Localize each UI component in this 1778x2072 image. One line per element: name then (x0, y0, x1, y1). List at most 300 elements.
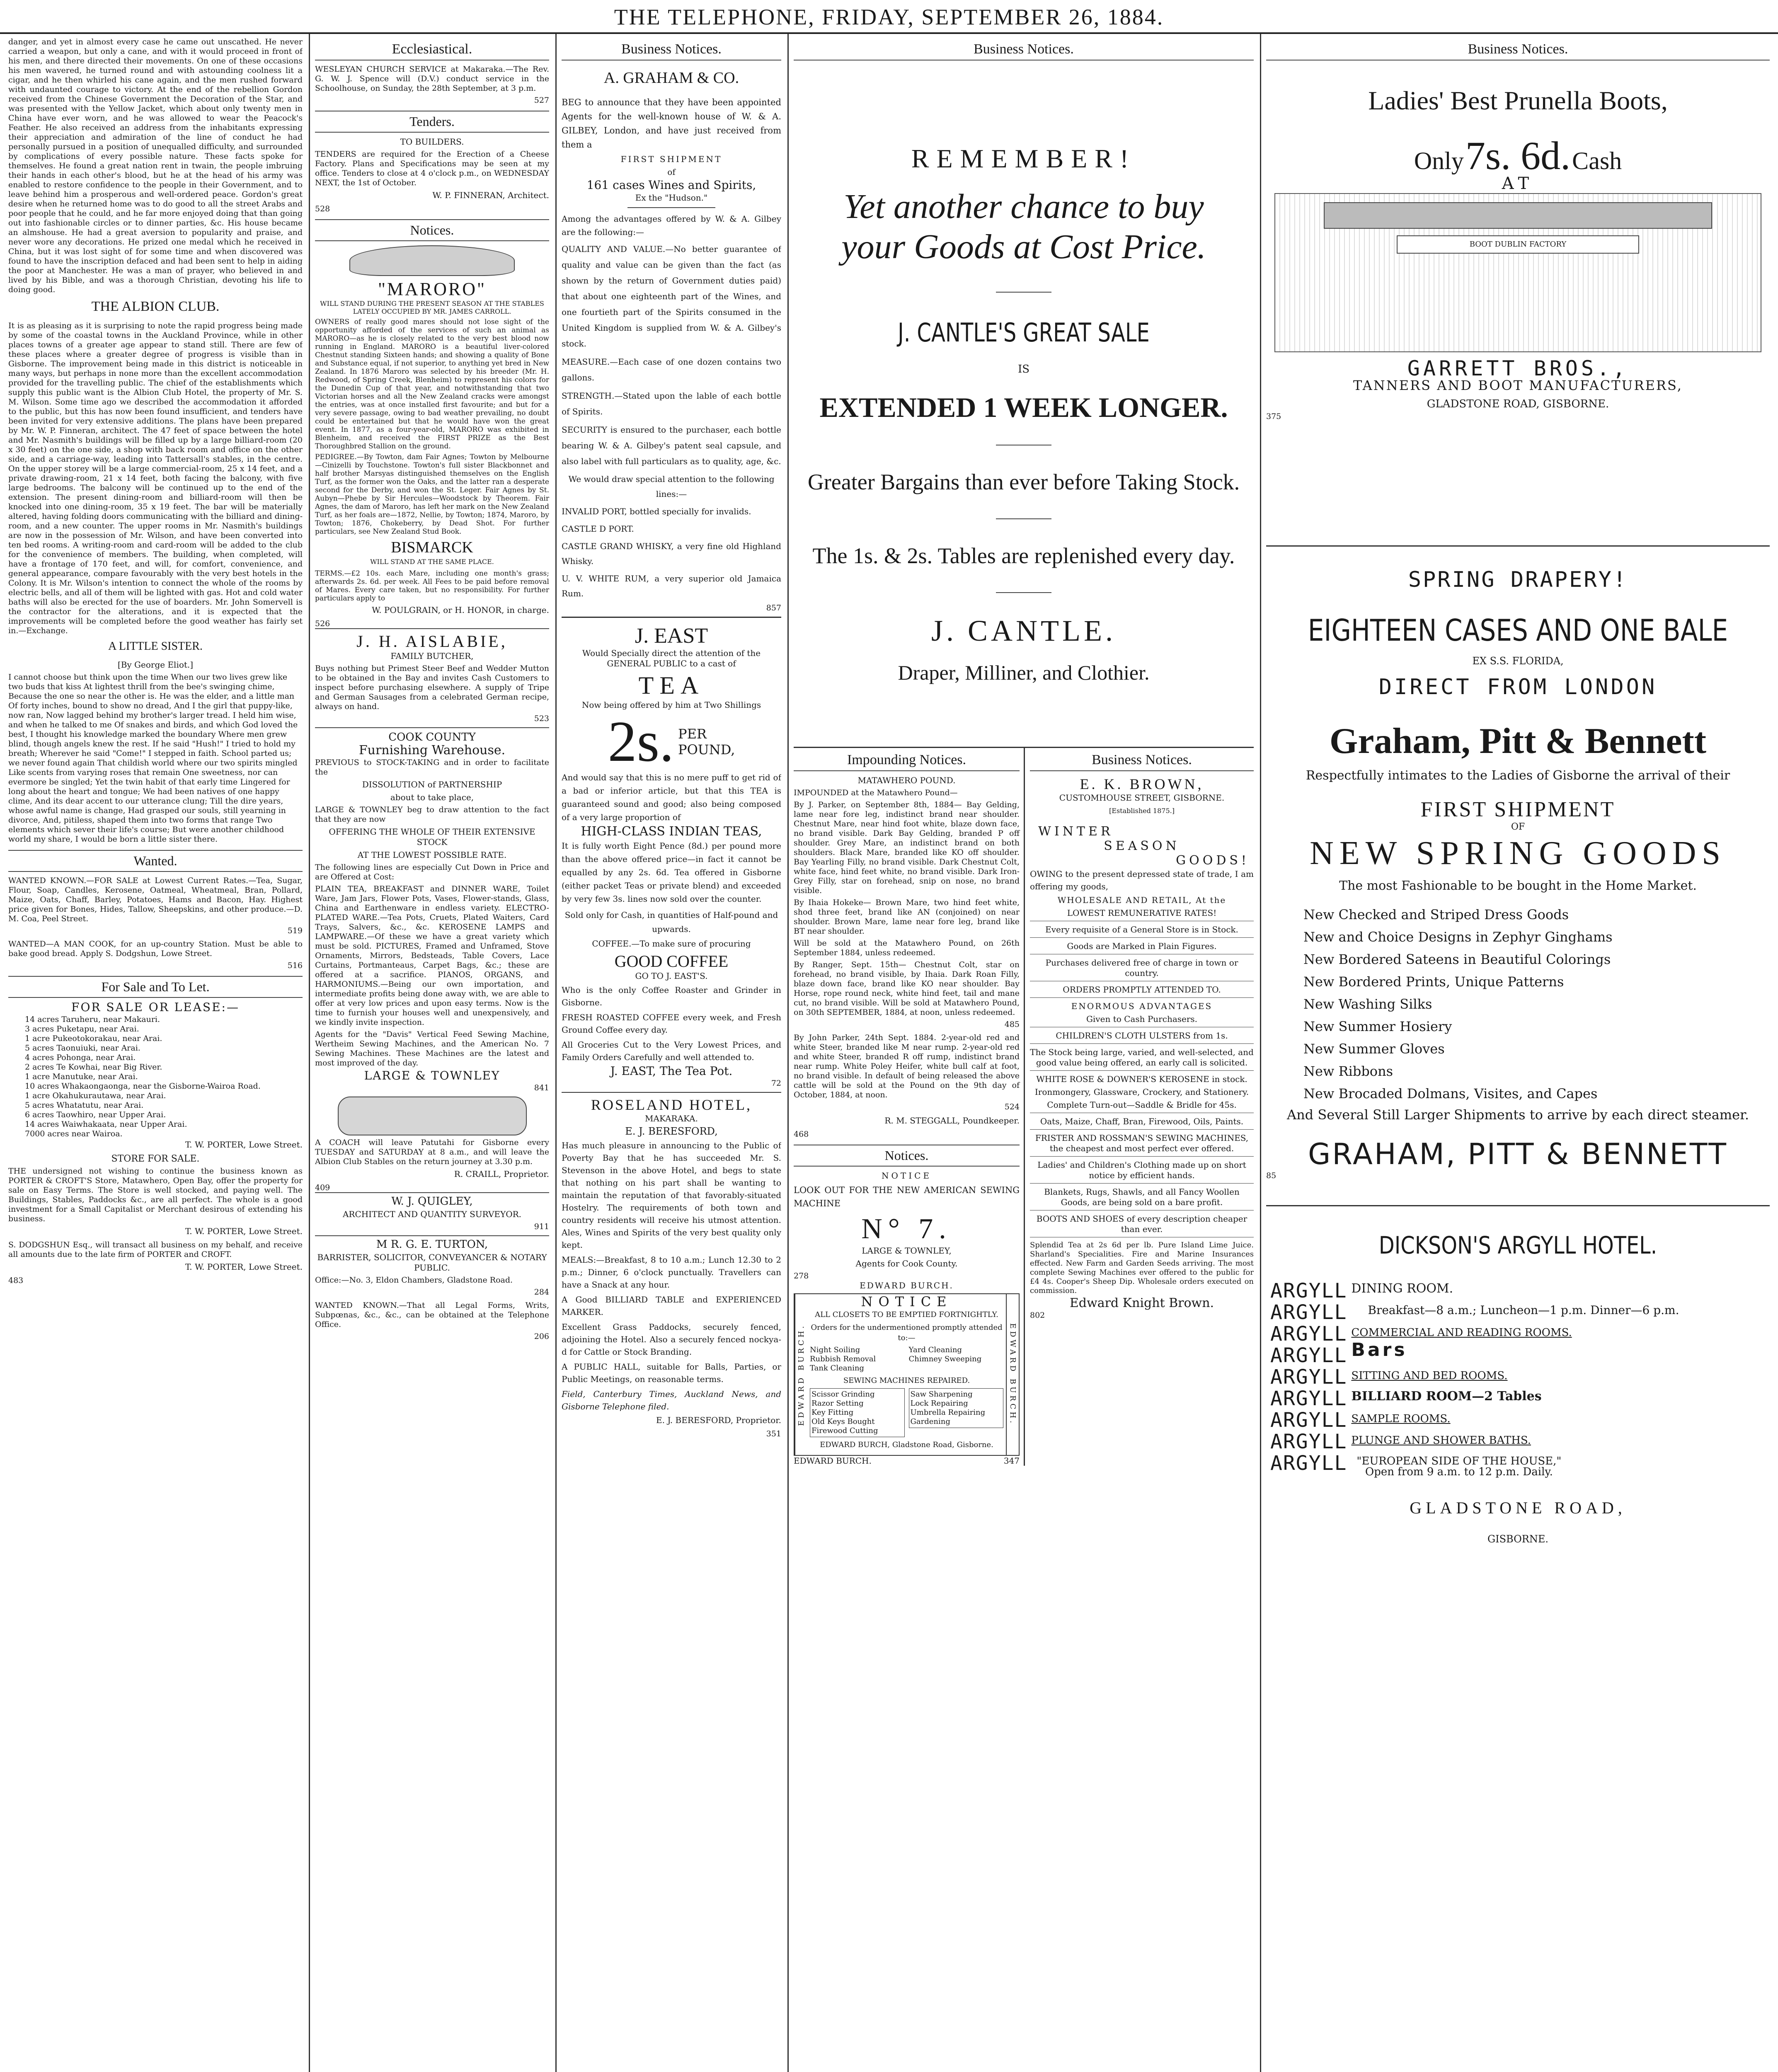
ad-number: 523 (534, 714, 549, 723)
poem-text: I cannot choose but think upon the time When our two lives grew like two buds that kiss At lightest thrill from the bee's swinging chime, Because the one so near the other is. He was the elder, and a little man Of forty inches, bound to show no dread, And I the girl that puppy-like, now ran, Now lagged behind my brother's larger tread. I held him wise, and when he talked to me Of snakes and birds, and which God loved the best, I thought his knowledge marked the boundary Where men grew blind, though angels knew the rest. If he said "Hush!" I tried to hold my breath; Wherever he said "Come!" I stepped in faith. School parted us; we never found again That childish world where our two spirits mingled Like scents from varying roses that remain One sweetness, nor can evermore be singled; Yet the twin habit of that early time Lingered for long about the heart and tongue; We had been natives of one happy clime, And its dear accent to our utterance clung; Till the dire years, whose awful name is change, Had grasped our souls, still yearning in divorce, And, pitiless, shaped them into two forms that range Two elements which sever their life's course; But were another childhood world my share, I would be born a little sister there. (8, 673, 298, 844)
business-notices-heading: Business Notices. (562, 40, 781, 61)
cantle-name: J. CANTLE. (931, 614, 1116, 647)
burch-box (794, 1293, 1020, 1456)
ad-number: 375 (1266, 412, 1281, 421)
argyll-word: ARGYLL (1270, 1301, 1347, 1324)
burch-services-right (909, 1346, 1004, 1364)
list-item: New Ribbons (1303, 1063, 1393, 1079)
store-text: THE undersigned not wishing to continue the business known as PORTER & CROFT'S Store, Matawhero, Open Bay, offer the property for sale on Easy Terms. The Store is well stocked, and paying well. The Buildings, Stables, Paddocks &c., are all perfect. The whole is a good investment for a Small Capitalist or Merchant desirous of extending his business. (8, 1167, 303, 1223)
impound-title: MATAWHERO POUND. (858, 775, 956, 785)
column-rule (787, 34, 789, 2072)
argyll-word: ARGYLL (1270, 1387, 1347, 1410)
prunella-price: 7s. 6d. (1465, 133, 1571, 178)
cook-text: about to take place, (390, 792, 474, 802)
brown-text: Splendid Tea at 2s 6d per lb. Pure Island Lime Juice. Sharland's Specialities. Fire and Marine Insurances effected. New Farm and Garden Seeds arriving. The most complete Sewing Machines ever offered to the public for £4 4s. Cooper's Sheep Dip. Wholesale orders executed on commission. (1030, 1237, 1254, 1295)
ad-number: 519 (287, 926, 303, 935)
graham-line: CASTLE GRAND WHISKY, a very fine old Highland Whisky. (562, 541, 781, 566)
dodgshun-text: S. DODGSHUN Esq., will transact all business on my behalf, and receive all amounts due to the late firm of PORTER and CROFT. (8, 1240, 303, 1259)
quigley-title: W. J. QUIGLEY, (315, 1192, 549, 1207)
ad-number: 206 (534, 1332, 549, 1341)
east-price: 2s. (608, 709, 674, 774)
column-rule (555, 34, 557, 2072)
east-indian: HIGH-CLASS INDIAN TEAS, (581, 824, 762, 839)
albion-title: THE ALBION CLUB. (91, 299, 220, 314)
aislabie-subtitle: FAMILY BUTCHER, (390, 651, 474, 661)
graham-quality: QUALITY AND VALUE.—No better guarantee of quality and value can be given than the fact (as shown by the return of Government duties paid) that about one eighteenth part of the Wines, and one fourtieth part of the Spirits consumed in the United Kingdom is supplied from W. & A. Gilbey's stock. (562, 244, 781, 349)
signature: W. POULGRAIN, or H. HONOR, in charge. (372, 605, 549, 615)
burch-repair-heading: SEWING MACHINES REPAIRED. (843, 1376, 970, 1385)
graham-measure: MEASURE.—Each case of one dozen contains two gallons. (562, 357, 781, 382)
list-item: 7000 acres near Wairoa. (25, 1129, 123, 1138)
brown-text: ENORMOUS ADVANTAGES (1030, 997, 1254, 1012)
ad-number: 528 (315, 204, 330, 213)
graham-ex: Ex the "Hudson." (635, 193, 708, 203)
brown-title: E. K. BROWN, (1080, 776, 1204, 792)
separator (996, 292, 1051, 293)
ad-number: 526 (315, 619, 330, 628)
business-notices-heading: Business Notices. (1030, 750, 1254, 771)
burch-repairs (810, 1388, 1003, 1437)
turton-text: BARRISTER, SOLICITOR, CONVEYANCER & NOTARY PUBLIC. (317, 1252, 547, 1273)
graham-text: BEG to announce that they have been appointed Agents for the well-known house of W. & A. GILBEY, London, and have just received from them a (562, 97, 781, 150)
garrett-address: GLADSTONE ROAD, GISBORNE. (1427, 398, 1609, 410)
graham-shipment: FIRST SHIPMENT (620, 154, 722, 164)
column-3 (562, 37, 781, 2072)
garrett-trade: TANNERS AND BOOT MANUFACTURERS, (1353, 378, 1683, 393)
argyll-row-label: "EUROPEAN SIDE OF THE HOUSE," Open from 9 a.m. to 12 p.m. Daily. (1357, 1455, 1562, 1478)
brown-text: The Stock being large, varied, and well-selected, and good value being offered, an early call is solicited. (1030, 1043, 1254, 1068)
notices-heading: Notices. (794, 1145, 1020, 1167)
brown-text: Purchases delivered free of charge in town or country. (1030, 954, 1254, 978)
burch-notice: NOTICE (861, 1294, 952, 1310)
maroro-pedigree: PEDIGREE.—By Towton, dam Fair Agnes; Towton by Melbourne—Cinizelli by Touchstone. Towton's full sister Blackbonnet and half brother Marsyas distinguished themselves on the English Turf, as the former won the Oaks, and the latter ran a desperate second for the Derby, and won the St. Leger. Fair Agnes by St. Aubyn—Phebe by Sir Hercules—Woodstock by Theorem. Fair Agnes, the dam of Maroro, has left her mark on the New Zealand Turf, as her foals are—1872, Nellie, by Towton; 1874, Maroro, by Towton; 1876, Chokeberry, by Dead Shot. For further particulars, see New Zealand Stud Book. (315, 453, 549, 536)
cook-text: PREVIOUS to STOCK-TAKING and in order to facilitate the (315, 758, 549, 777)
roseland-files: Field, Canterbury Times, Auckland News, and Gisborne Telephone filed. (562, 1389, 781, 1411)
brown-text: ORDERS PROMPTLY ATTENDED TO. (1030, 981, 1254, 995)
gpb-respect: Respectfully intimates to the Ladies of Gisborne the arrival of their (1306, 768, 1730, 783)
brown-signature: Edward Knight Brown. (1069, 1296, 1214, 1310)
remember-heading: REMEMBER! (911, 144, 1136, 173)
business-notices-heading: Business Notices. (794, 40, 1254, 61)
maroro-text: OWNERS of really good mares should not lose sight of the opportunity afforded of the services of such an animal as MARORO—as he is closely related to the very best blood now running in England. MARORO is a beautiful liver-colored Chestnut standing Sixteen hands; and showing a quality of Bone and Substance equal, if not superior, to anything yet bred in New Zealand. In 1876 Maroro was selected by his breeder (Mr. H. Redwood, of Spring Creek, Blenheim) to represent his colors for the Dunedin Cup of that year, and notwithstanding that two Victorian horses and all the New Zealand cracks were amongst the entries, was at once installed first favourite; and but for a very severe passage, owing to bad weather prevailing, no doubt could be entertained but that he would have won the great event. In 1877, as a four-year-old, MARORO was exhibited in Blenheim, and received the FIRST PRIZE as the Best Thoroughbred Stallion on the ground. (315, 318, 549, 450)
argyll-word: ARGYLL (1270, 1409, 1347, 1432)
impound-text: By Ranger, Sept. 15th— Chestnut Colt, star on forehead, no brand visible, by Ihaia. Dark Roan Filly, blaze down face, brand like KO near shoulder. Bay Horse, rope round neck, white hind feet, tail and mane cut, no brand visible. Will be sold at Matawhero Pound, on 30th SEPTEMBER, 1884, at noon, unless redeemed. (794, 960, 1020, 1017)
list-item: Saw Sharpening (910, 1390, 973, 1399)
brown-text: Complete Turn-out—Saddle & Bridle for 45s. (1047, 1100, 1237, 1110)
east-price-row (562, 709, 781, 774)
list-item: 1 acre Pukeotokorakau, near Arai. (25, 1034, 162, 1043)
argyll-table (1266, 1280, 1770, 1477)
brown-text: WHOLESALE AND RETAIL, At the (1057, 895, 1226, 905)
slogan-line-2: your Goods at Cost Price. (841, 228, 1206, 266)
ad-number: 857 (766, 603, 781, 612)
brown-text: Ironmongery, Glassware, Crockery, and Stationery. (1034, 1087, 1249, 1097)
graham-cases: 161 cases Wines and Spirits, (586, 178, 756, 192)
graham-line: U. V. WHITE RUM, a very superior old Jamaica Rum. (562, 574, 781, 598)
burch-content (807, 1294, 1006, 1455)
cook-list: PLAIN TEA, BREAKFAST and DINNER WARE, Toilet Ware, Jam Jars, Flower Pots, Vases, Flower-stands, Glass, China and Earthenware in endless variety. ELECTRO-PLATED WARE.—Tea Pots, Cruets, Plated Waiters, Card Trays, Salvers, &c., &c. KEROSENE LAMPS and LAMPWARE.—Of these we have a great variety which must be sold. PICTURES, Framed and Unframed, Stove Ornaments, Mirrors, Bedsteads, Table Covers, Lace Curtains, Portmanteaus, Carpet Bags, &c.; these are offered at a sacrifice. PIANOS, ORGANS, and HARMONIUMS.—Being our own importation, and intermediate profits being done away with, we are able to offer at very low prices and upon easy terms. Now is the time to furnish your houses well and unexpensively, and we kindly invite inspection. (315, 884, 549, 1027)
list-item: Chimney Sweeping (908, 1355, 982, 1363)
ecclesiastical-heading: Ecclesiastical. (315, 40, 549, 61)
roseland-paddocks: Excellent Grass Paddocks, securely fenced, adjoining the Hotel. Also a securely fenced nockya-d for Cattle or Stock Branding. (562, 1322, 781, 1357)
separator (996, 518, 1051, 519)
burch-services-left (810, 1346, 905, 1373)
list-item: 5 acres Taonuiuki, near Arai. (25, 1043, 140, 1053)
east-signature: J. EAST, The Tea Pot. (610, 1064, 733, 1078)
list-item: New Bordered Sateens in Beautiful Colorings (1303, 951, 1611, 967)
prunella-cash: Cash (1572, 147, 1622, 174)
list-item: New Summer Gloves (1303, 1041, 1445, 1057)
roseland-title: ROSELAND HOTEL, (562, 1092, 781, 1113)
aislabie-title: J. H. AISLABIE, (315, 628, 549, 651)
building-illustration (1274, 193, 1761, 352)
burch-name: EDWARD BURCH. (860, 1280, 954, 1290)
cantle-is: IS (1017, 363, 1030, 375)
graham-strength: STRENGTH.—Stated upon the lable of each bottle of Spirits. (562, 391, 781, 416)
ad-number: 516 (287, 961, 303, 970)
ad-number: 351 (766, 1429, 781, 1438)
east-text: All Groceries Cut to the Very Lowest Prices, and Family Orders Carefully and well attended to. (562, 1040, 781, 1062)
eighteen-cases: EIGHTEEN CASES AND ONE BALE (1308, 613, 1728, 648)
argyll-row-label: SITTING AND BED ROOMS. (1351, 1370, 1508, 1382)
column-2 (315, 37, 549, 2072)
burch-footer (794, 1456, 1020, 1466)
list-item: Umbrella Repairing (910, 1408, 986, 1417)
separator (1266, 545, 1770, 547)
argyll-row (1270, 1280, 1770, 1302)
spring-drapery: SPRING DRAPERY! (1408, 567, 1628, 592)
brown-text: Every requisite of a General Store is in Stock. (1030, 921, 1254, 935)
list-item: New and Choice Designs in Zephyr Ginghams (1303, 929, 1613, 945)
list-item: Old Keys Bought (811, 1417, 875, 1426)
cantle-trade: Draper, Milliner, and Clothier. (898, 661, 1150, 684)
brown-goods: GOODS! (1176, 853, 1250, 868)
ecclesiastical-text: WESLEYAN CHURCH SERVICE at Makaraka.—The Rev. G. W. J. Spence will (D.V.) conduct service in the Schoolhouse, on Sunday, the 28th September, at 3 p.m. (315, 65, 549, 93)
impound-column (794, 748, 1025, 1466)
poem-author: [By George Eliot.] (117, 660, 194, 670)
brown-season: SEASON (1104, 839, 1180, 853)
graham-title: A. GRAHAM & CO. (603, 69, 739, 87)
direct-from-london: DIRECT FROM LONDON (1378, 675, 1657, 700)
brown-text: Given to Cash Purchasers. (1086, 1014, 1198, 1024)
masthead (0, 0, 1778, 34)
gpb-title: Graham, Pitt & Bennett (1329, 721, 1707, 761)
new-spring-goods: NEW SPRING GOODS (1310, 835, 1726, 871)
maroro-subtitle: WILL STAND DURING THE PRESENT SEASON AT THE STABLES LATELY OCCUPIED BY MR. JAMES CARROLL. (320, 300, 544, 315)
tenders-title: TO BUILDERS. (400, 137, 464, 147)
ad-number: 802 (1030, 1311, 1045, 1320)
argyll-row-label: SAMPLE ROOMS. (1351, 1413, 1451, 1425)
ad-number: 468 (794, 1130, 809, 1139)
argyll-row (1270, 1388, 1770, 1409)
cook-county-subtitle: Furnishing Warehouse. (359, 743, 506, 758)
ad-number: 85 (1266, 1171, 1277, 1180)
list-item: 1 acre Manutuke, near Arai. (25, 1072, 138, 1081)
brown-column (1030, 748, 1254, 1466)
tenders-heading: Tenders. (315, 111, 549, 133)
newspaper-title: THE TELEPHONE, FRIDAY, SEPTEMBER 26, 1884. (614, 5, 1164, 29)
brown-text: FRISTER AND ROSSMAN'S SEWING MACHINES, the cheapest and most perfect ever offered. (1030, 1129, 1254, 1154)
east-text: Would Specially direct the attention of the GENERAL PUBLIC to a cast of (582, 648, 761, 668)
east-good-coffee: GOOD COFFEE (614, 952, 729, 971)
argyll-row (1270, 1323, 1770, 1345)
turton-office: Office:—No. 3, Eldon Chambers, Gladstone Road. (315, 1276, 513, 1285)
business-notices-heading: Business Notices. (1266, 40, 1770, 61)
brown-text: BOOTS AND SHOES of every description cheaper than ever. (1030, 1210, 1254, 1234)
gordon-article: danger, and yet in almost every case he came out unscathed. He never carried a weapon, but only a cane, and with it would proceed in front of his men, and there directed their movements. On one of these occasions his men wavered, he turned round and with astounding coolness lit a cigar, and he then whirled his cane again, and the men rushed forward with undaunted courage to victory. At the end of the rebellion Gordon received from the Chinese Government the Decoration of the Star, and was presented with the Yellow Jacket, which about only twenty men in China have ever worn, and he was allowed to wear the Peacock's Feather. He also received an address from the inhabitants expressing their appreciation and admiration of the line of conduct he had personally pursued in a position of unequalled difficulty, and surrounded by complications of every possible nature. These facts spoke for themselves. He found a great nation rent in twain, the people imbruing their hands in each other's blood, but he at the head of his army was enabled to restore confidence to the people in their Government, and to leave behind him a prosperous and well-ordered peace. Gordon's great desire when he returned home was to do good to all the street Arabs and poor people that he could, and he far more enjoyed doing that than going out into fashionable circles or to dinner parties, &c. His house became an almshouse. He had a great aversion to popularity and praise, and never wore any decorations. He prized one medal which he received in China, but it was lost sight of for some time and when discovered was found to have the inscription defaced and had been sent to help in aiding the poor at Manchester. He was a man of prayer, who believed in and lived by his Bible, and was a thorough Christian, devoting his life to doing good. (8, 37, 303, 294)
list-item: Rubbish Removal (810, 1355, 876, 1363)
cook-rate: AT THE LOWEST POSSIBLE RATE. (357, 850, 507, 860)
column-4 (794, 37, 1254, 2072)
graham-line: INVALID PORT, bottled specially for invalids. (562, 506, 751, 516)
list-item: 6 acres Taowhiro, near Upper Arai. (25, 1110, 166, 1119)
argyll-town: GISBORNE. (1487, 1533, 1549, 1545)
east-text: And would say that this is no mere puff to get rid of a bad or inferior article, but that this TEA is guaranteed sound and good; also being composed of a very large proportion of (562, 772, 781, 822)
signature: T. W. PORTER, Lowe Street. (185, 1262, 303, 1272)
list-item: 10 acres Whakaongaonga, near the Gisborne-Wairoa Road. (25, 1082, 261, 1091)
impound-text: By Ihaia Hokeke— Brown Mare, two hind feet white, shod three feet, brand like AN (conjoined) on near shoulder. Brown Mare, lame near fore leg, brand like BT near shoulder. (794, 898, 1020, 936)
list-item: 1 acre Okahukurautawa, near Arai. (25, 1091, 166, 1100)
slogan-line-1: Yet another chance to buy (843, 187, 1204, 226)
cook-text: LARGE & TOWNLEY beg to draw attention to the fact that they are now (315, 805, 549, 824)
burch-services (810, 1346, 1003, 1373)
ex-florida: EX S.S. FLORIDA, (1472, 655, 1564, 667)
ad-number: 911 (534, 1222, 549, 1231)
sewing-signature: LARGE & TOWNLEY, (862, 1246, 952, 1256)
brown-text: CHILDREN'S CLOTH ULSTERS from 1s. (1030, 1027, 1254, 1041)
burch-address: EDWARD BURCH, Gladstone Road, Gisborne. (820, 1440, 993, 1449)
list-item: Night Soiling (810, 1346, 860, 1354)
brown-text: Goods are Marked in Plain Figures. (1030, 937, 1254, 951)
ad-number: 524 (1004, 1102, 1020, 1111)
east-text: It is fully worth Eight Pence (8d.) per pound more than the above offered price—in fact it cannot be equalled by any 2s. 6d. Tea offered in Gisborne (either packet Teas or private blend) and exceeded by very few 3s. lines now sold over the counter. (562, 841, 781, 904)
wanted-ad-2: WANTED—A MAN COOK, for an up-country Station. Must be able to bake good bread. Apply S. Dodgshun, Lowe Street. (8, 939, 303, 958)
prunella-heading: Ladies' Best Prunella Boots, (1368, 86, 1668, 115)
burch-side-label: EDWARD BURCH. (1006, 1294, 1019, 1455)
tenders-text: TENDERS are required for the Erection of a Cheese Factory. Plans and Specifications may be seen at my office. Tenders to close at 4 o'clock p.m., on WEDNESDAY NEXT, the 1st of October. (315, 150, 549, 187)
argyll-row (1270, 1409, 1770, 1431)
impound-text: By J. Parker, on September 8th, 1884— Bay Gelding, lame near fore leg, indistinct brand near shoulder. Chestnut Mare, near hind foot white, blaze down face, no brand visible. Dark Bay Gelding, branded P off shoulder. Grey Mare, an indistinct brand on both shoulders. Black Mare, branded like KO off shoulder. Bay Yearling Filly, no brand visible. Dark Chestnut Colt, white face, hind feet white, no brand visible. Dark Iron-Grey Filly, star on forehead, snip on nose, no brand visible. (794, 800, 1020, 895)
ad-number: 409 (315, 1183, 330, 1192)
notices-heading: Notices. (315, 219, 549, 241)
turton-title: M R. G. E. TURTON, (315, 1235, 549, 1250)
east-text: Sold only for Cash, in quantities of Half-pound and upwards. (564, 910, 778, 934)
argyll-row-label: PLUNGE AND SHOWER BATHS. (1351, 1434, 1531, 1447)
argyll-row (1270, 1366, 1770, 1388)
list-item: New Summer Hosiery (1303, 1019, 1452, 1034)
roseland-place: MAKARAKA. (645, 1113, 698, 1123)
impounding-heading: Impounding Notices. (794, 750, 1020, 771)
list-item: Firewood Cutting (811, 1426, 878, 1435)
wanted-heading: Wanted. (8, 850, 303, 872)
gpb-several: And Several Still Larger Shipments to arrive by each direct steamer. (1286, 1107, 1749, 1123)
brown-text: LOWEST REMUNERATIVE RATES! (1067, 908, 1217, 918)
list-item: New Brocaded Dolmans, Visites, and Capes (1303, 1086, 1598, 1101)
horse-illustration (349, 245, 515, 276)
coach-text: A COACH will leave Patutahi for Gisborne every TUESDAY and SATURDAY at 8 a.m., and will leave the Albion Club Stables on the return journey at 3.30 p.m. (315, 1138, 549, 1166)
store-title: STORE FOR SALE. (111, 1154, 200, 1164)
roseland-hall: A PUBLIC HALL, suitable for Balls, Parties, or Public Meetings, on reasonable terms. (562, 1362, 781, 1384)
graham-security: SECURITY is ensured to the purchaser, each bottle bearing W. & A. Gilbey's patent seal capsule, and also label with full particulars as to quality, age, &c. (562, 425, 781, 466)
argyll-row-label: Breakfast—8 a.m.; Luncheon—1 p.m. Dinner—6 p.m. (1368, 1303, 1679, 1317)
maroro-title: "MARORO" (378, 279, 487, 299)
burch-footer-name: EDWARD BURCH. (794, 1456, 872, 1466)
cook-signature: LARGE & TOWNLEY (364, 1069, 500, 1082)
column-5 (1266, 37, 1770, 2072)
signature: E. J. BERESFORD, Proprietor. (656, 1415, 781, 1425)
east-title: J. EAST (562, 617, 781, 648)
column-1 (8, 37, 303, 2072)
lower-row (794, 747, 1254, 1466)
burch-orders: Orders for the undermentioned promptly attended to:— (811, 1323, 1003, 1342)
cantle-bargains: Greater Bargains than ever before Taking Stock. (807, 470, 1240, 494)
east-text: FRESH ROASTED COFFEE every week, and Fresh Ground Coffee every day. (562, 1012, 781, 1035)
east-pound: POUND, (678, 742, 735, 758)
argyll-word: ARGYLL (1270, 1322, 1347, 1346)
aislabie-text: Buys nothing but Primest Steer Beef and Wedder Mutton to be obtained in the Bay and invites Cash Customers to inspect before purchasing elsewhere. A supply of Tripe and German Sausages from a celebrated German recipe, always on hand. (315, 664, 549, 711)
list-item: New Bordered Prints, Unique Patterns (1303, 974, 1564, 990)
list-item: Razor Setting (811, 1399, 864, 1408)
east-goto: GO TO J. EAST'S. (635, 971, 708, 981)
garrett-title: GARRETT BROS., (1407, 356, 1629, 380)
ad-number: 347 (1003, 1456, 1020, 1466)
for-sale-heading: For Sale and To Let. (8, 976, 303, 998)
graham-advantages: Among the advantages offered by W. & A. Gilbey are the following:— (562, 214, 781, 237)
dickson-title: DICKSON'S ARGYLL HOTEL. (1378, 1231, 1657, 1259)
east-coffee: COFFEE.—To make sure of procuring (592, 939, 751, 949)
list-item: Yard Cleaning (908, 1346, 962, 1354)
list-item: 3 acres Puketapu, near Arai. (25, 1024, 139, 1034)
signature: W. P. FINNERAN, Architect. (432, 190, 549, 200)
roseland-billiard: A Good BILLIARD TABLE and EXPERIENCED MARKER. (562, 1295, 781, 1317)
bismarck-text: TERMS.—£2 10s. each Mare, including one month's grass; afterwards 2s. 6d. per week. All Fees to be paid before removal of Mares. Every care taken, but no responsibility. For further particulars apply to (315, 569, 549, 603)
separator (1266, 1205, 1770, 1206)
ad-number: 483 (8, 1276, 24, 1285)
cook-offer: OFFERING THE WHOLE OF THEIR EXTENSIVE STOCK (329, 827, 535, 847)
burch-repairs-right (909, 1388, 1004, 1428)
goods-list (1266, 903, 1770, 1105)
argyll-row (1270, 1452, 1770, 1477)
ad-number: 284 (534, 1288, 549, 1297)
list-item: 14 acres Waiwhakaata, near Upper Arai. (25, 1120, 187, 1129)
list-item: 14 acres Taruheru, near Makauri. (25, 1015, 160, 1024)
list-item: Lock Repairing (910, 1399, 968, 1408)
for-sale-title: FOR SALE OR LEASE:— (71, 1000, 240, 1014)
argyll-word: ARGYLL (1270, 1430, 1347, 1453)
column-rule (309, 34, 310, 2072)
cantle-tables: The 1s. & 2s. Tables are replenished every day. (812, 543, 1235, 568)
argyll-row (1270, 1431, 1770, 1452)
brown-text: Oats, Maize, Chaff, Bran, Firewood, Oils, Paints. (1030, 1113, 1254, 1127)
roseland-owner: E. J. BERESFORD, (625, 1126, 718, 1137)
gpb-first-shipment: FIRST SHIPMENT (1420, 798, 1616, 821)
sewing-number: N° 7. (861, 1213, 952, 1245)
impound-text: Will be sold at the Matawhero Pound, on 26th September 1884, unless redeemed. (794, 939, 1020, 957)
argyll-row-label: DINING ROOM. (1351, 1281, 1453, 1296)
burch-closets: ALL CLOSETS TO BE EMPTIED FORTNIGHTLY. (815, 1310, 998, 1319)
list-item: Gardening (910, 1417, 950, 1426)
cook-county-title: COOK COUNTY (315, 727, 549, 743)
ad-number: 841 (534, 1083, 549, 1092)
wanted-ad-1: WANTED KNOWN.—FOR SALE at Lowest Current Rates.—Tea, Sugar, Flour, Soap, Candles, Kerosene, Oatmeal, Wheatmeal, Bran, Pollard, Maize, Oats, Chaff, Barley, Potatoes, Hams and Bacon, Hay. Highest price given for Bones, Hides, Tallow, Sheepskins, and other produce.—D. M. Coa, Peel Street. (8, 876, 303, 923)
east-text: Now being offered by him at Two Shillings (581, 700, 761, 710)
argyll-word: ARGYLL (1270, 1344, 1347, 1367)
impound-text: IMPOUNDED at the Matawhero Pound— (794, 788, 958, 797)
argyll-address: GLADSTONE ROAD, (1410, 1498, 1626, 1517)
roseland-text: Has much pleasure in announcing to the Public of Poverty Bay that he has succeeded Mr. S. Stevenson in the above Hotel, and begs to state that nothing on his part shall be wanting to maintain the reputation of that favorably-situated Hostelry. The requirements of both town and country residents will receive his utmost attention. Ales, Wines and Spirits of the very best quality only kept. (562, 1140, 781, 1250)
argyll-row (1270, 1302, 1770, 1323)
brown-winter: WINTER (1038, 824, 1114, 839)
wanted-known-text: WANTED KNOWN.—That all Legal Forms, Writs, Subpœnas, &c., &c., can be obtained at the Telephone Office. (315, 1301, 549, 1329)
signature: T. W. PORTER, Lowe Street. (185, 1140, 303, 1150)
ad-number: 485 (1004, 1020, 1020, 1029)
graham-line: CASTLE D PORT. (562, 524, 634, 534)
argyll-word: ARGYLL (1270, 1452, 1347, 1475)
gpb-signature: GRAHAM, PITT & BENNETT (1308, 1137, 1728, 1171)
prunella-price-row (1266, 133, 1770, 179)
brown-established: [Established 1875.] (1109, 807, 1175, 815)
bismarck-title: BISMARCK (391, 539, 473, 556)
signature: R. CRAILL, Proprietor. (454, 1169, 549, 1179)
coach-illustration (338, 1097, 527, 1135)
cantle-extended: EXTENDED 1 WEEK LONGER. (819, 392, 1228, 423)
argyll-row-label: COMMERCIAL AND READING ROOMS. (1351, 1326, 1572, 1339)
ad-number: 278 (794, 1271, 809, 1280)
cook-text: The following lines are especially Cut Down in Price and are Offered at Cost: (315, 863, 549, 881)
building-sign: BOOT DUBLIN FACTORY (1397, 235, 1640, 254)
building-roof (1324, 202, 1712, 229)
ad-number: 72 (771, 1079, 781, 1088)
list-item: Scissor Grinding (811, 1390, 875, 1399)
east-unit (678, 726, 735, 758)
for-sale-list (8, 1015, 303, 1139)
quigley-text: ARCHITECT AND QUANTITY SURVEYOR. (342, 1209, 522, 1219)
list-item: New Checked and Striped Dress Goods (1303, 907, 1569, 922)
cook-agents: Agents for the "Davis" Vertical Feed Sewing Machine, Wertheim Sewing Machines, and the American No. 7 Sewing Machines. These Machines are the latest and most improved of the day. (315, 1030, 549, 1067)
brown-address: CUSTOMHOUSE STREET, GISBORNE. (1059, 793, 1225, 803)
argyll-row-label: Bars (1351, 1339, 1407, 1360)
prunella-only: Only (1414, 147, 1464, 174)
argyll-row (1270, 1339, 1770, 1367)
ad-number: 527 (534, 96, 549, 105)
prunella-at: AT (1502, 174, 1534, 193)
argyll-word: ARGYLL (1270, 1365, 1347, 1389)
argyll-word: ARGYLL (1270, 1279, 1347, 1302)
signature: T. W. PORTER, Lowe Street. (185, 1226, 303, 1236)
list-item: New Washing Silks (1303, 996, 1432, 1012)
list-item: 2 acres Te Kowhai, near Big River. (25, 1063, 162, 1072)
impound-text: By John Parker, 24th Sept. 1884. 2-year-old red and white Steer, branded like M near rump. 2-year-old red and white Steer, branded R off rump, indistinct brand near rump. White Poley Heifer, white bull calf at foot, no brand visible. In default of being released the above cattle will be sold at the Pound on the 9th day of October, 1884, at noon. (794, 1033, 1020, 1099)
graham-of: of (667, 167, 676, 177)
graham-attention: We would draw special attention to the following lines:— (568, 474, 775, 499)
cook-dissolution: DISSOLUTION of PARTNERSHIP (362, 779, 502, 789)
gpb-of: OF (1511, 822, 1525, 832)
brown-text: Ladies' and Children's Clothing made up on short notice by efficient hands. (1030, 1156, 1254, 1181)
separator (996, 592, 1051, 593)
column-rule (1260, 34, 1261, 2072)
roseland-meals: MEALS:—Breakfast, 8 to 10 a.m.; Lunch 12.30 to 2 p.m.; Dinner, 6 o'clock punctually. Travellers can have a Snack at any hour. (562, 1255, 781, 1290)
argyll-row-label: BILLIARD ROOM—2 Tables (1351, 1389, 1542, 1404)
albion-article: It is as pleasing as it is surprising to note the rapid progress being made by some of the coastal towns in the Auckland Province, while in other places towns of a greater age appear to stand still. There are few of these places where a greater degree of progress is visible than in Gisborne. The improvement being made in this district is noticeable in many ways, but perhaps in none more than the excellent accommodation provided for the travelling public. The chief of the establishments which supply this public want is the Albion Club Hotel, the property of Mr. S. M. Wilson. Some time ago we described the accommodation it afforded to the public, but this has now been found insufficient, and tenders have been invited for very extensive additions. The plans have been prepared by Mr. W. P. Finneran, architect. The 47 feet of space between the hotel and Mr. Nasmith's buildings will be filled up by a large billiard-room (20 x 30 feet) on the one side, a shop with back room and office on the other side, and a carriage-way, leading into Tattersall's stables, in the centre. On the upper storey will be a large commercial-room, 25 x 14 feet, and a private drawing-room, 21 x 14 feet, both facing the balcony, with five large bedrooms. The balcony will be continued up to the end of the extension. The present dining-room and billiard-room will then be knocked into one dining-room, 35 x 19 feet. The bar will be materially altered, having folding doors communicating with the billiard and dining-room, and a new counter. The upper rooms in Mr. Nasmith's buildings are now in the possession of Mr. Wilson, and have been converted into ten bed rooms. A writing-room and card-room will be added to the club for the convenience of members. The building, when completed, will have a frontage of 170 feet, and will, for comfort, convenience, and general appearance, compare favourably with the very best hotels in the Colony. It is Mr. Wilson's intention to connect the whole of the rooms by electric bells, and all of them will be lighted with gas. Hot and cold water baths will also be erected for the use of boarders. Mr. John Somervell is the contractor for the alterations, and it is expected that the improvements will be completed before the good weather has fairly set in.—Exchange. (8, 321, 303, 635)
list-item: Key Fitting (811, 1408, 854, 1417)
sewing-text: LOOK OUT FOR THE NEW AMERICAN SEWING MACHINE (794, 1185, 1020, 1208)
east-per: PER (678, 726, 707, 742)
signature: R. M. STEGGALL, Poundkeeper. (884, 1116, 1020, 1126)
burch-repairs-left (810, 1388, 905, 1437)
list-item: Tank Cleaning (810, 1364, 864, 1372)
burch-side-label: EDWARD BURCH. (795, 1294, 807, 1455)
poem-title: A LITTLE SISTER. (108, 640, 203, 653)
